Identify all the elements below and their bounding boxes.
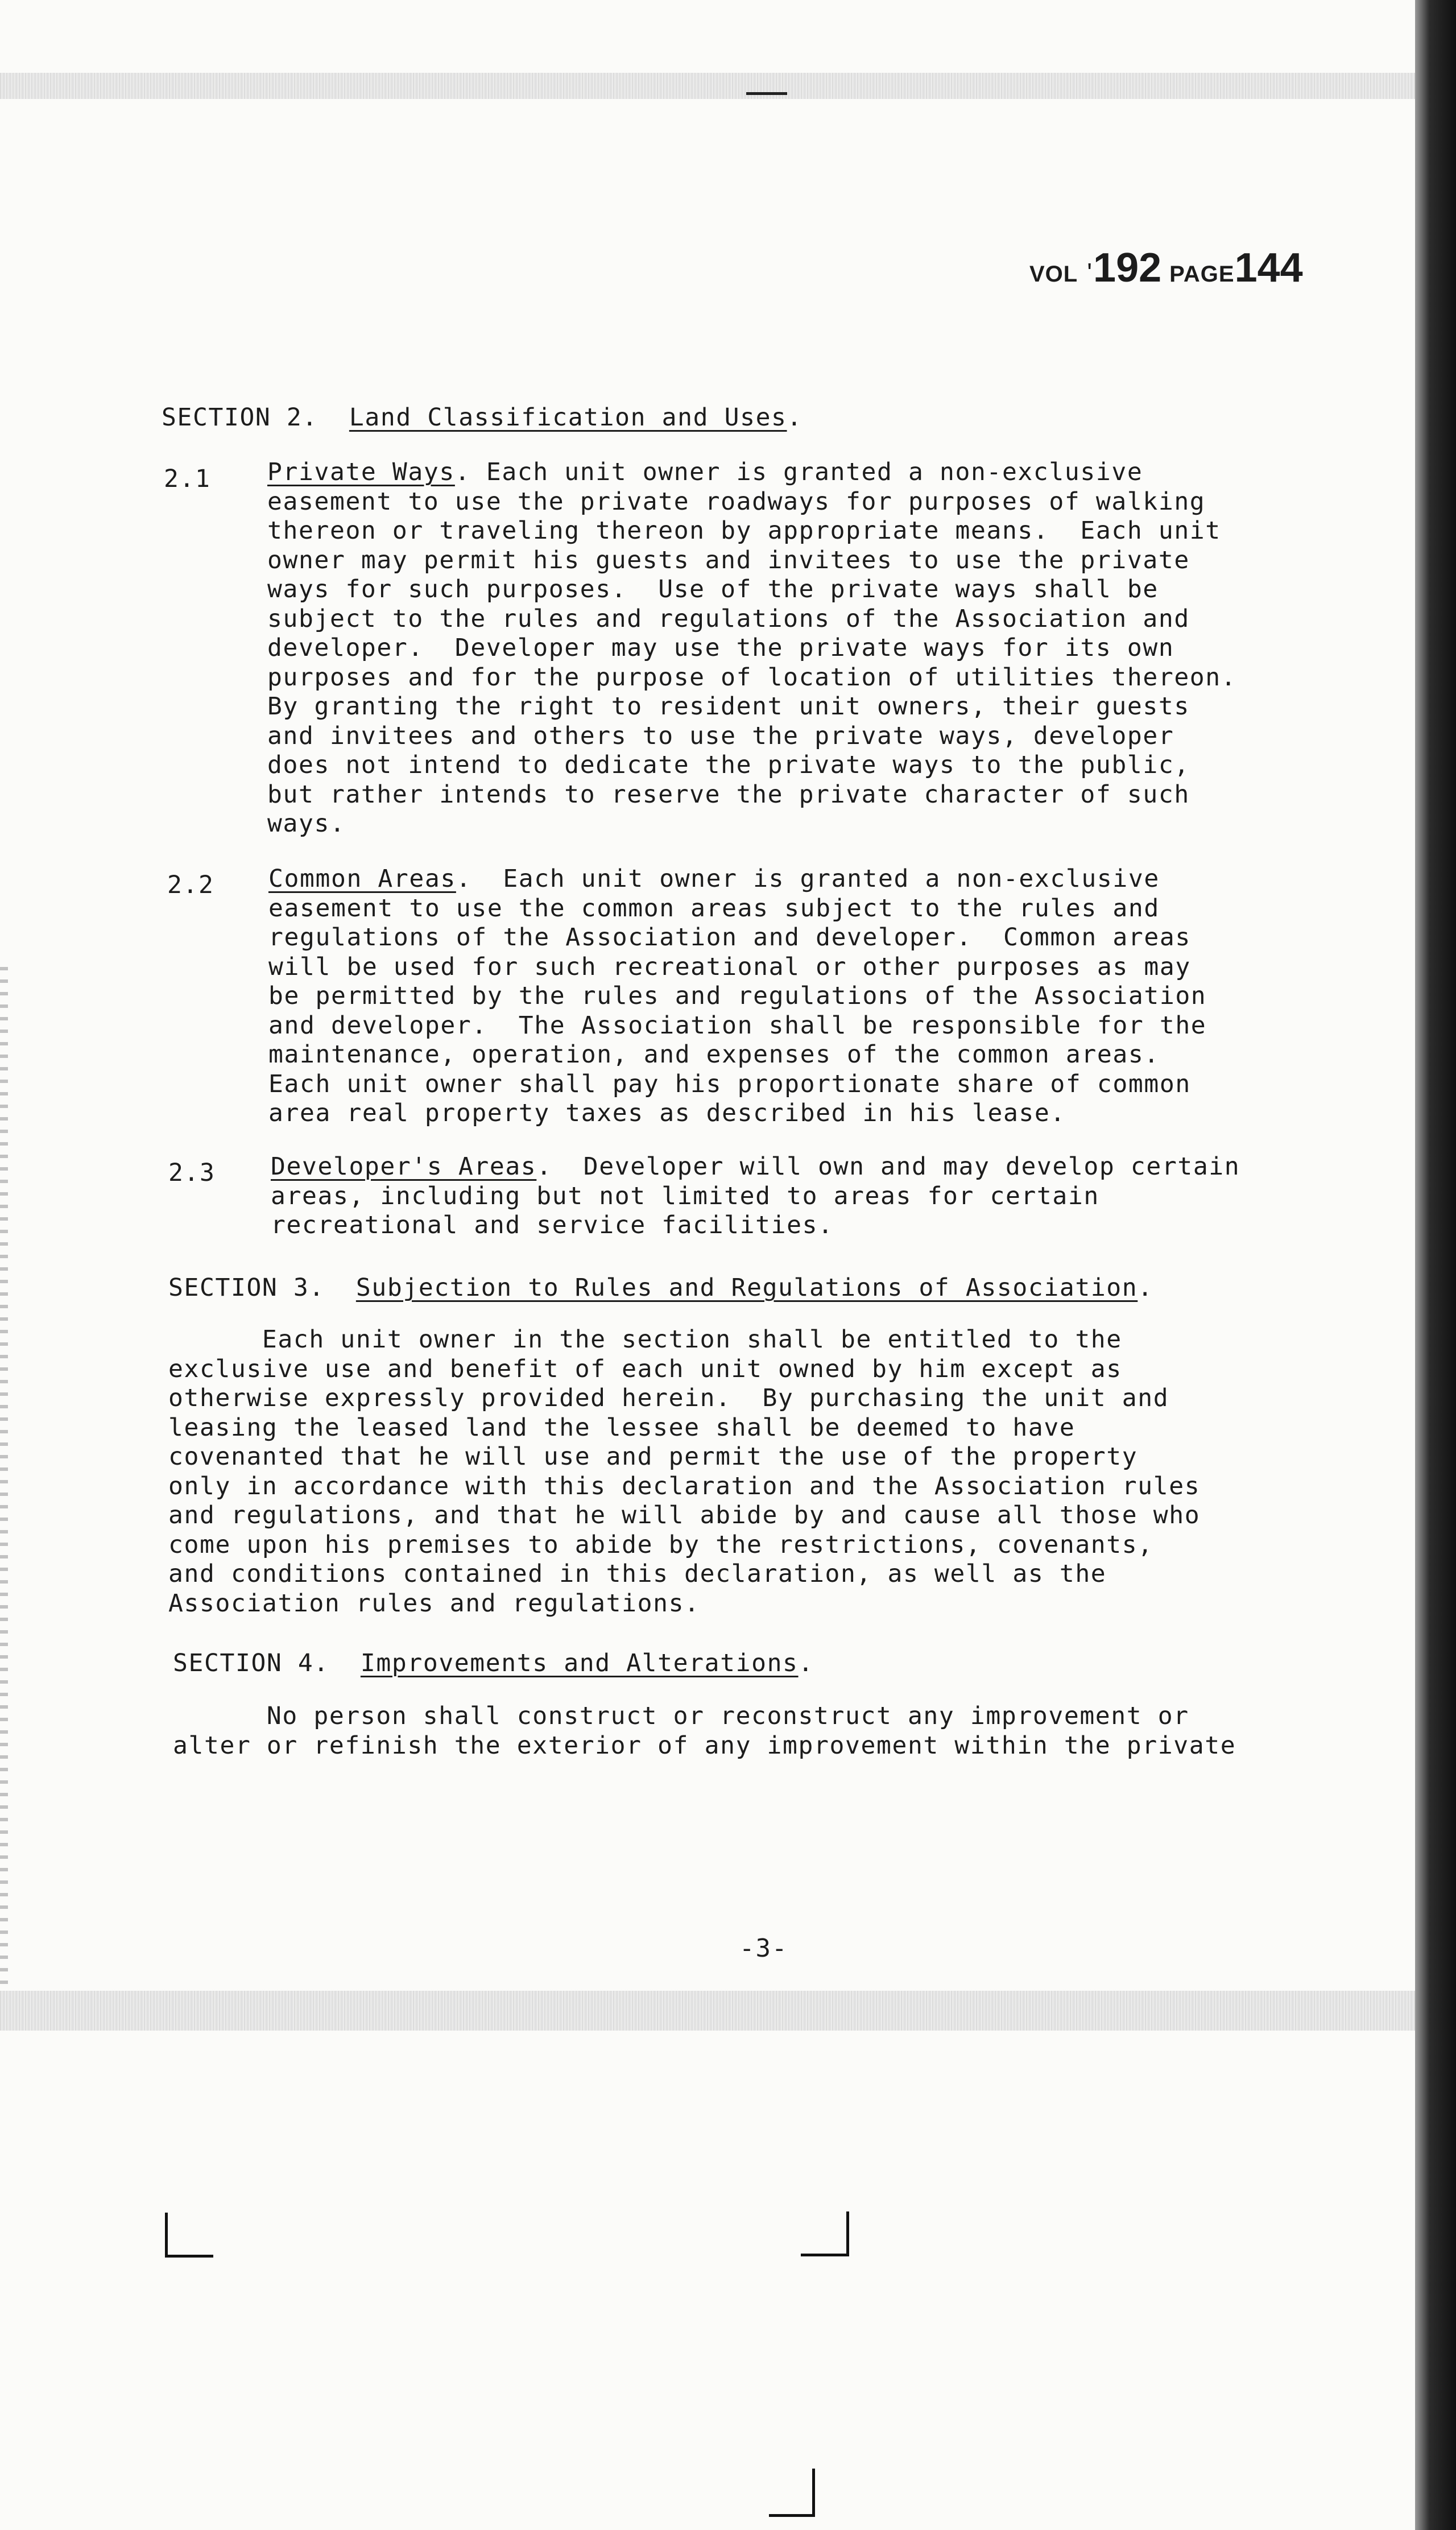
item-2-3-number: 2.3 <box>168 1159 216 1187</box>
vol-number: 192 <box>1093 245 1162 291</box>
item-2-1-paragraph: Private Ways. Each unit owner is granted a non-exclusive easement to use the private roadways for purposes of walking thereon or traveling thereon by appropriate means. Each unit owner may permit his guests and invitees to use the private ways for such purposes. Use of the private ways shall be subject to the rules and regulations of the Association and developer. Developer may use the private ways for its own purposes and for the purpose of location of utilities thereon. By granting the right to resident unit owners, their guests and invitees and others to use the private ways, developer does not intend to dedicate the private ways to the public, but rather intends to reserve the private character of such ways. <box>267 458 1237 838</box>
item-2-2-number: 2.2 <box>167 871 214 899</box>
item-2-3-title: Developer's Areas <box>271 1152 537 1181</box>
section-4-paragraph: No person shall construct or reconstruct any improvement or alter or refinish the exterior of any improvement within the private <box>173 1702 1236 1760</box>
volume-page-stamp <box>1029 245 1303 296</box>
section-3-title: Subjection to Rules and Regulations of Association <box>355 1274 1138 1302</box>
scan-right-edge <box>1415 0 1456 2530</box>
crop-mark-bottom-center <box>769 2469 815 2517</box>
scan-noise-middle <box>0 1991 1415 2031</box>
page-footer-number: -3- <box>739 1934 788 1963</box>
section-3-paragraph: Each unit owner in the section shall be entitled to the exclusive use and benefit of each unit owned by him except as otherwise expressly provided herein. By purchasing the unit and leasing the leased land the lessee shall be deemed to have covenanted that he will use and permit the use of the property only in accordance with this declaration and the Association rules and regulations, and that he will abide by and cause all those who come upon his premises to abide by the restrictions, covenants, and conditions contained in this declaration, as well as the Association rules and regulations. <box>168 1325 1201 1618</box>
section-2-number: SECTION 2. <box>162 403 318 432</box>
item-2-2-paragraph: Common Areas. Each unit owner is granted a non-exclusive easement to use the common areas subject to the rules and regulations of the Association and developer. Common areas will be used for such recreational or other purposes as may be permitted by the rules and regulations of the Association and developer. The Association shall be responsible for the maintenance, operation, and expenses of the common areas. Each unit owner shall pay his proportionate share of common area real property taxes as described in his lease. <box>268 865 1207 1127</box>
section-4-number: SECTION 4. <box>173 1649 329 1677</box>
section-3-heading: SECTION 3. Subjection to Rules and Regulations of Association. <box>168 1274 1153 1302</box>
section-2-title: Land Classification and Uses <box>349 403 787 432</box>
page-number-stamp: 144 <box>1234 245 1303 291</box>
section-3-number: SECTION 3. <box>168 1274 325 1302</box>
scan-left-edge <box>0 967 8 1991</box>
scan-noise-top <box>0 73 1415 99</box>
crop-mark-bottom-left <box>165 2213 213 2258</box>
vol-tick: ' <box>1087 258 1093 287</box>
section-4-heading: SECTION 4. Improvements and Alterations. <box>173 1649 814 1677</box>
item-2-1-title: Private Ways <box>267 458 455 486</box>
section-4-title: Improvements and Alterations <box>360 1649 799 1677</box>
top-dash-mark <box>746 92 787 95</box>
section-2-heading: SECTION 2. Land Classification and Uses. <box>162 403 803 432</box>
page-label: PAGE <box>1169 262 1235 287</box>
item-2-1-number: 2.1 <box>164 465 211 493</box>
vol-label: VOL <box>1029 262 1078 287</box>
crop-mark-bottom-right <box>801 2211 849 2256</box>
item-2-2-title: Common Areas <box>268 865 456 893</box>
item-2-3-paragraph: Developer's Areas. Developer will own and may develop certain areas, including but not limited to areas for certain recreational and service facilities. <box>271 1152 1240 1239</box>
